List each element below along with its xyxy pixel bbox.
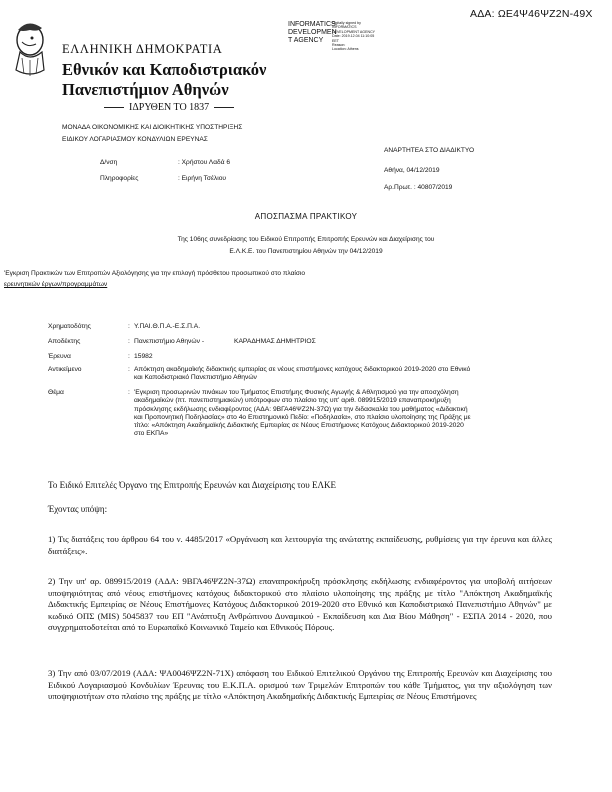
having-line: Έχοντας υπόψη: [48,504,108,514]
info-label: Πληροφορίες [100,175,139,182]
field-colon: : [128,353,130,360]
university-name-line1: Εθνικόν και Καποδιστριακόν [62,60,267,79]
unit-line2: ΕΙΔΙΚΟΥ ΛΟΓΑΡΙΑΣΜΟΥ ΚΟΝΔΥΛΙΩΝ ΕΡΕΥΝΑΣ [62,136,208,143]
dept-value: : Χρήστου Λαδά 6 [178,159,230,166]
posted-label: ΑΝΑΡΤΗΤΕΑ ΣΤΟ ΔΙΑΔΙΚΤΥΟ [384,147,475,154]
field-value: 'Εγκριση προσωρινών πινάκων του Τμήματος Επιστήμης Φυσικής Αγωγής & Αθλητισμού για την αποσχόληση ακαδημαϊκών (πτ. πανεπιστημιακών) υπότροφων στο πλαίσιο της υπ' αριθ. 089915/2019 επαναπροκήρυξη πρόσκλησης εκδήλωσης ενδιαφέροντος (ΑΔΑ: 9ΒΓΑ46ΨΖ2Ν-37Ω) για την διδασκαλία του μαθήματος «Διδακτική και Προπονητική Ποδηλασίας» στο 4ο Επιστημονικό Πεδίο: «Ποδηλασία», στο πλαίσιο υλοποίησης της Πράξης με τίτλο: «Απόκτηση Ακαδημαϊκής Διδακτικής Εμπειρίας σε Νέους Επιστήμονες Κατόχους Διδακτορικού 2019-2020 στο ΕΚΠΑ» [134,389,471,438]
paragraph-3: 3) Την από 03/07/2019 (ΑΔΑ: ΨΑ0046ΨΖ2Ν-71Χ) απόφαση του Ειδικού Επιτελικού Οργάνου της Επιτροπής Ερευνών και Διαχείρισης του Ειδικού Λογαριασμού Κονδυλίων Έρευνας του Ε.Κ.Π.Α. ορισμού των Τριμελών Επιτροπών του κάθε Τμήματος, για την αξιολόγηση των υποψηφιοτήτων στο πλαίσιο της πράξης με τίτλο «Απόκτηση Ακαδημαϊκής Διδακτικής Εμπειρίας σε Νέους Επιστήμονες [48,668,552,702]
founded-text: ΙΔΡΥΘΕΝ ΤΟ 1837 [129,102,210,113]
approval-line1: 'Εγκριση Πρακτικών των Επιτροπών Αξιολόγησης για την επιλογή πρόσθετου προσωπικού στο πλαίσιο [4,270,306,277]
diavgeia-label: INFORMATICS DEVELOPMEN T AGENCY [288,21,337,44]
divider [104,107,124,108]
session-line1: Της 106ης συνεδρίασης του Ειδικού Επιτροπής Επιτροπής Ερευνών και Διαχείρισης του [177,236,435,243]
field-key: Έρευνα [48,353,71,360]
document-title: ΑΠΟΣΠΑΣΜΑ ΠΡΑΚΤΙΚΟΥ [254,212,358,221]
field-colon: : [128,323,130,330]
field-key: Χρηματοδότης [48,323,91,330]
diavgeia-signature-text: Digitally signed by INFORMATICS DEVELOPMENT AGENCY Date: 2019.12.04 11:10:05 EET Reason: Location: Athens [332,21,376,52]
date-text: Αθήνα, 04/12/2019 [384,167,440,174]
approval-line2: ερευνητικών έργων/προγραμμάτων [4,281,108,288]
field-value: 15982 [134,353,153,360]
paragraph-1: 1) Τις διατάξεις του άρθρου 64 του ν. 4485/2017 «Οργάνωση και λειτουργία της ανώτατης εκπαίδευσης, ρυθμίσεις για την έρευνα και άλλες διατάξεις». [48,534,552,556]
republic-heading: ΕΛΛΗΝΙΚΗ ΔΗΜΟΚΡΑΤΙΑ [62,42,223,56]
field-value-secondary: ΚΑΡΑΔΗΜΑΣ ΔΗΜΗΤΡΙΟΣ [234,338,316,345]
divider [214,107,234,108]
university-seal-icon [8,18,48,82]
ada-code: ΑΔΑ: ΩΕ4Ψ46ΨΖ2Ν-49Χ [470,8,593,20]
dept-label: Δ/νση [100,159,118,166]
field-colon: : [128,366,130,373]
committee-line: Το Ειδικό Επιτελές Όργανο της Επιτροπής Ερευνών και Διαχείρισης του ΕΛΚΕ [48,480,337,490]
field-value: Πανεπιστήμιο Αθηνών - [134,338,205,345]
founded-line [104,102,234,113]
field-key: Αποδέκτης [48,338,81,345]
field-value: Υ.ΠΑΙ.Θ.Π.Α.-Ε.Σ.Π.Α. [134,323,201,330]
paragraph-2: 2) Την υπ' αρ. 089915/2019 (ΑΔΑ: 9ΒΓΑ46ΨΖ2Ν-37Ω) επαναπροκήρυξη πρόσκλησης εκδήλωσης ενδιαφέροντος για υποβολή αιτήσεων υποψηφιότητας από νέους επιστήμονες κατόχους διδακτορικού στο πλαίσιο υλοποίησης της πράξης με τίτλο "Απόκτηση Ακαδημαϊκής Διδακτικής Εμπειρίας σε Νέους Επιστήμονες Κατόχους Διδακτορικού 2019-2020 στο Εθνικό και Καποδιστριακό Πανεπιστήμιο Αθηνών" με κωδικό ΟΠΣ (MIS) 5045837 του ΕΠ "Ανάπτυξη Ανθρώπινου Δυναμικού - Εκπαίδευση και Δια Βίου Μάθηση" - ΕΣΠΑ 2014 - 2020, που συγχρηματοδοτείται από το Ευρωπαϊκό Κοινωνικό Ταμείο και Εθνικούς Πόρους. [48,576,552,633]
info-value: : Ειρήνη Τσέλιου [178,175,226,182]
field-key: Αντικείμενο [48,366,82,373]
unit-line1: ΜΟΝΑΔΑ ΟΙΚΟΝΟΜΙΚΗΣ ΚΑΙ ΔΙΟΙΚΗΤΙΚΗΣ ΥΠΟΣΤΗΡΙΞΗΣ [62,124,243,131]
protocol-number: Αρ.Πρωτ. : 40807/2019 [384,184,453,191]
field-key: Θέμα [48,389,64,396]
field-value: Απόκτηση ακαδημαϊκής διδακτικής εμπειρίας σε νέους επιστήμονες κατόχους διδακτορικού 2019-2020 στο Εθνικό και Καποδιστριακό Πανεπιστήμιο Αθηνών [134,366,471,382]
university-name-line2: Πανεπιστήμιον Αθηνών [62,80,229,99]
field-colon: : [128,389,130,396]
session-line2: Ε.Λ.Κ.Ε. του Πανεπιστημίου Αθηνών την 04/12/2019 [229,248,383,255]
field-colon: : [128,338,130,345]
